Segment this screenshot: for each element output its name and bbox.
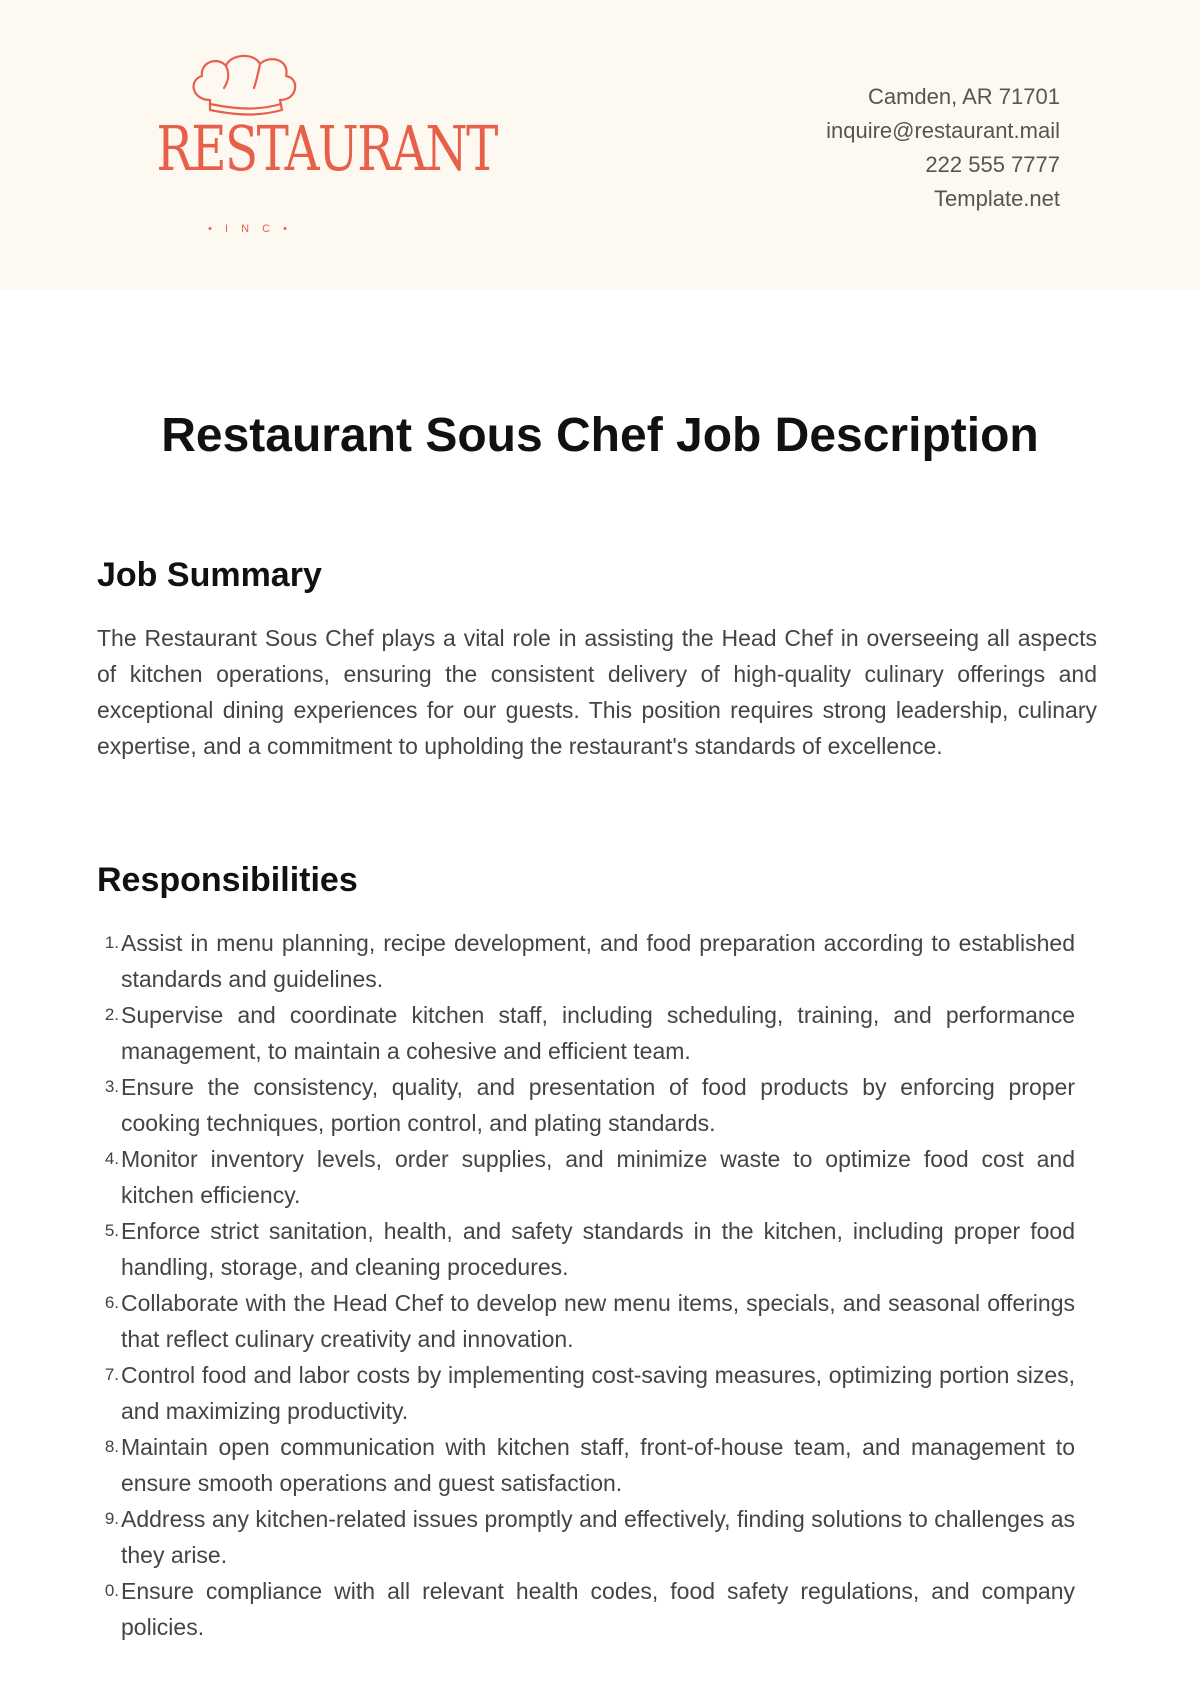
job-summary-heading: Job Summary <box>97 556 322 594</box>
list-item <box>97 1141 1075 1213</box>
list-item <box>97 1069 1075 1141</box>
contact-website[interactable]: Template.net <box>934 186 1060 211</box>
responsibilities-list <box>97 925 1075 1645</box>
list-item-text: Maintain open communication with kitchen staff, front-of-house team, and management to ensure smooth operations and guest satisfaction. <box>121 1434 1075 1496</box>
list-item-number: 6. <box>104 1293 119 1312</box>
list-item <box>97 925 1075 997</box>
list-item-number: 3. <box>104 1077 119 1096</box>
list-item-text: Ensure the consistency, quality, and presentation of food products by enforcing proper cooking techniques, portion control, and plating standards. <box>121 1074 1075 1136</box>
contact-address: Camden, AR 71701 <box>867 84 1060 109</box>
logo-tagline: • I N C • <box>208 223 292 235</box>
list-item-text: Address any kitchen-related issues promptly and effectively, finding solutions to challenges as they arise. <box>121 1506 1075 1568</box>
list-item-number: 2. <box>104 1005 119 1024</box>
list-item-text: Assist in menu planning, recipe development, and food preparation according to established standards and guidelines. <box>121 930 1075 992</box>
list-item-number: 9. <box>104 1509 119 1528</box>
list-item <box>97 1573 1075 1645</box>
list-item-number: 8. <box>104 1437 119 1456</box>
list-item-number: 5. <box>104 1221 119 1240</box>
list-item-text: Ensure compliance with all relevant health codes, food safety regulations, and company policies. <box>121 1578 1075 1640</box>
list-item <box>97 1501 1075 1573</box>
list-item <box>97 1213 1075 1285</box>
job-summary-text: The Restaurant Sous Chef plays a vital role in assisting the Head Chef in overseeing all aspects of kitchen operations, ensuring the consistent delivery of high-quality culinary offerings and exceptional dining experiences for our guests. This position requires strong leadership, culinary expertise, and a commitment to upholding the restaurant's standards of excellence. <box>97 625 1097 759</box>
list-item-text: Monitor inventory levels, order supplies, and minimize waste to optimize food cost and kitchen efficiency. <box>121 1146 1075 1208</box>
letterhead <box>0 0 1200 290</box>
list-item-text: Enforce strict sanitation, health, and safety standards in the kitchen, including proper food handling, storage, and cleaning procedures. <box>121 1218 1075 1280</box>
list-item <box>97 1357 1075 1429</box>
restaurant-logo <box>130 50 497 240</box>
list-item-number: 4. <box>104 1149 119 1168</box>
contact-email[interactable]: inquire@restaurant.mail <box>826 118 1060 143</box>
list-item-text: Collaborate with the Head Chef to develop new menu items, specials, and seasonal offerings that reflect culinary creativity and innovation. <box>121 1290 1075 1352</box>
list-item <box>97 1285 1075 1357</box>
list-item-number: 7. <box>104 1365 119 1384</box>
list-item-text: Control food and labor costs by implementing cost-saving measures, optimizing portion sizes, and maximizing productivity. <box>121 1362 1075 1424</box>
chef-hat-icon <box>130 50 370 120</box>
document-title: Restaurant Sous Chef Job Description <box>161 409 1039 462</box>
contact-phone: 222 555 7777 <box>925 152 1060 177</box>
list-item-number: 1. <box>104 933 119 952</box>
contact-block <box>826 80 1060 216</box>
list-item-number: 0. <box>104 1581 119 1600</box>
responsibilities-heading: Responsibilities <box>97 861 358 899</box>
logo-wordmark: RESTAURANT <box>156 112 497 185</box>
list-item-text: Supervise and coordinate kitchen staff, including scheduling, training, and performance management, to maintain a cohesive and efficient team. <box>121 1002 1075 1064</box>
list-item <box>97 1429 1075 1501</box>
list-item <box>97 997 1075 1069</box>
